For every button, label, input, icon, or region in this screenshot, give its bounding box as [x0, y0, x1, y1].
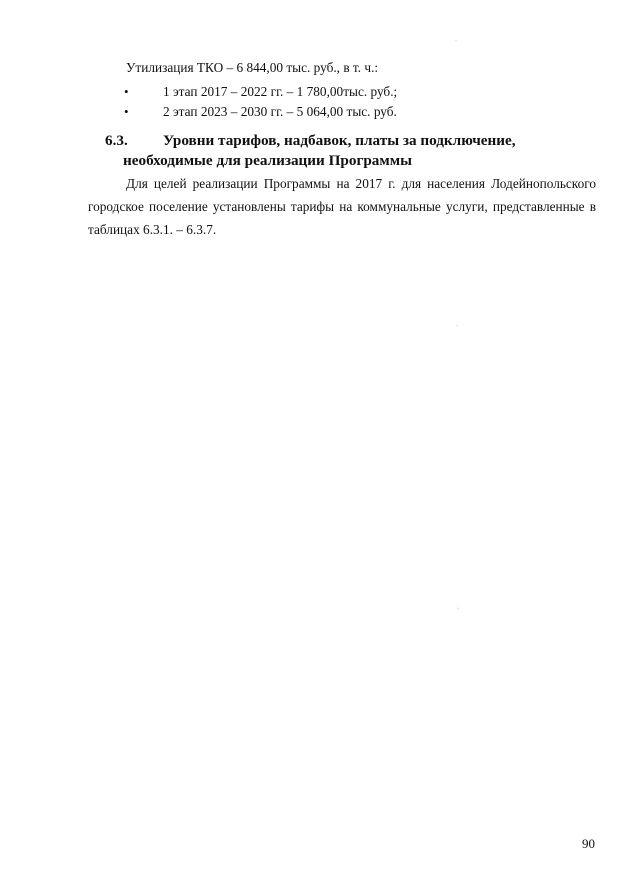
- list-item: 1 этап 2017 – 2022 гг. – 1 780,00тыс. руб.;: [163, 84, 398, 99]
- section-title-line-2: необходимые для реализации Программы: [123, 152, 412, 169]
- bullet-marker: •: [124, 104, 129, 119]
- bullet-marker: •: [124, 84, 129, 99]
- body-paragraph: [88, 172, 596, 241]
- scan-artifact: ·: [456, 323, 458, 329]
- scan-artifact: ·: [457, 606, 459, 612]
- section-number: 6.3.: [105, 132, 128, 149]
- section-title-line-1: Уровни тарифов, надбавок, платы за подключение,: [163, 132, 516, 149]
- paragraph-line: таблицах 6.3.1. – 6.3.7.: [88, 222, 217, 237]
- intro-line: Утилизация ТКО – 6 844,00 тыс. руб., в т. ч.:: [126, 60, 379, 75]
- paragraph-line: Для целей реализации Программы на 2017 г. для населения Лодейнопольского: [126, 176, 596, 191]
- page-number: 90: [582, 836, 595, 851]
- scan-artifact: ·: [455, 38, 457, 44]
- paragraph-line: городское поселение установлены тарифы на коммунальные услуги, представленные в: [88, 199, 596, 214]
- list-item: 2 этап 2023 – 2030 гг. – 5 064,00 тыс. руб.: [163, 104, 397, 119]
